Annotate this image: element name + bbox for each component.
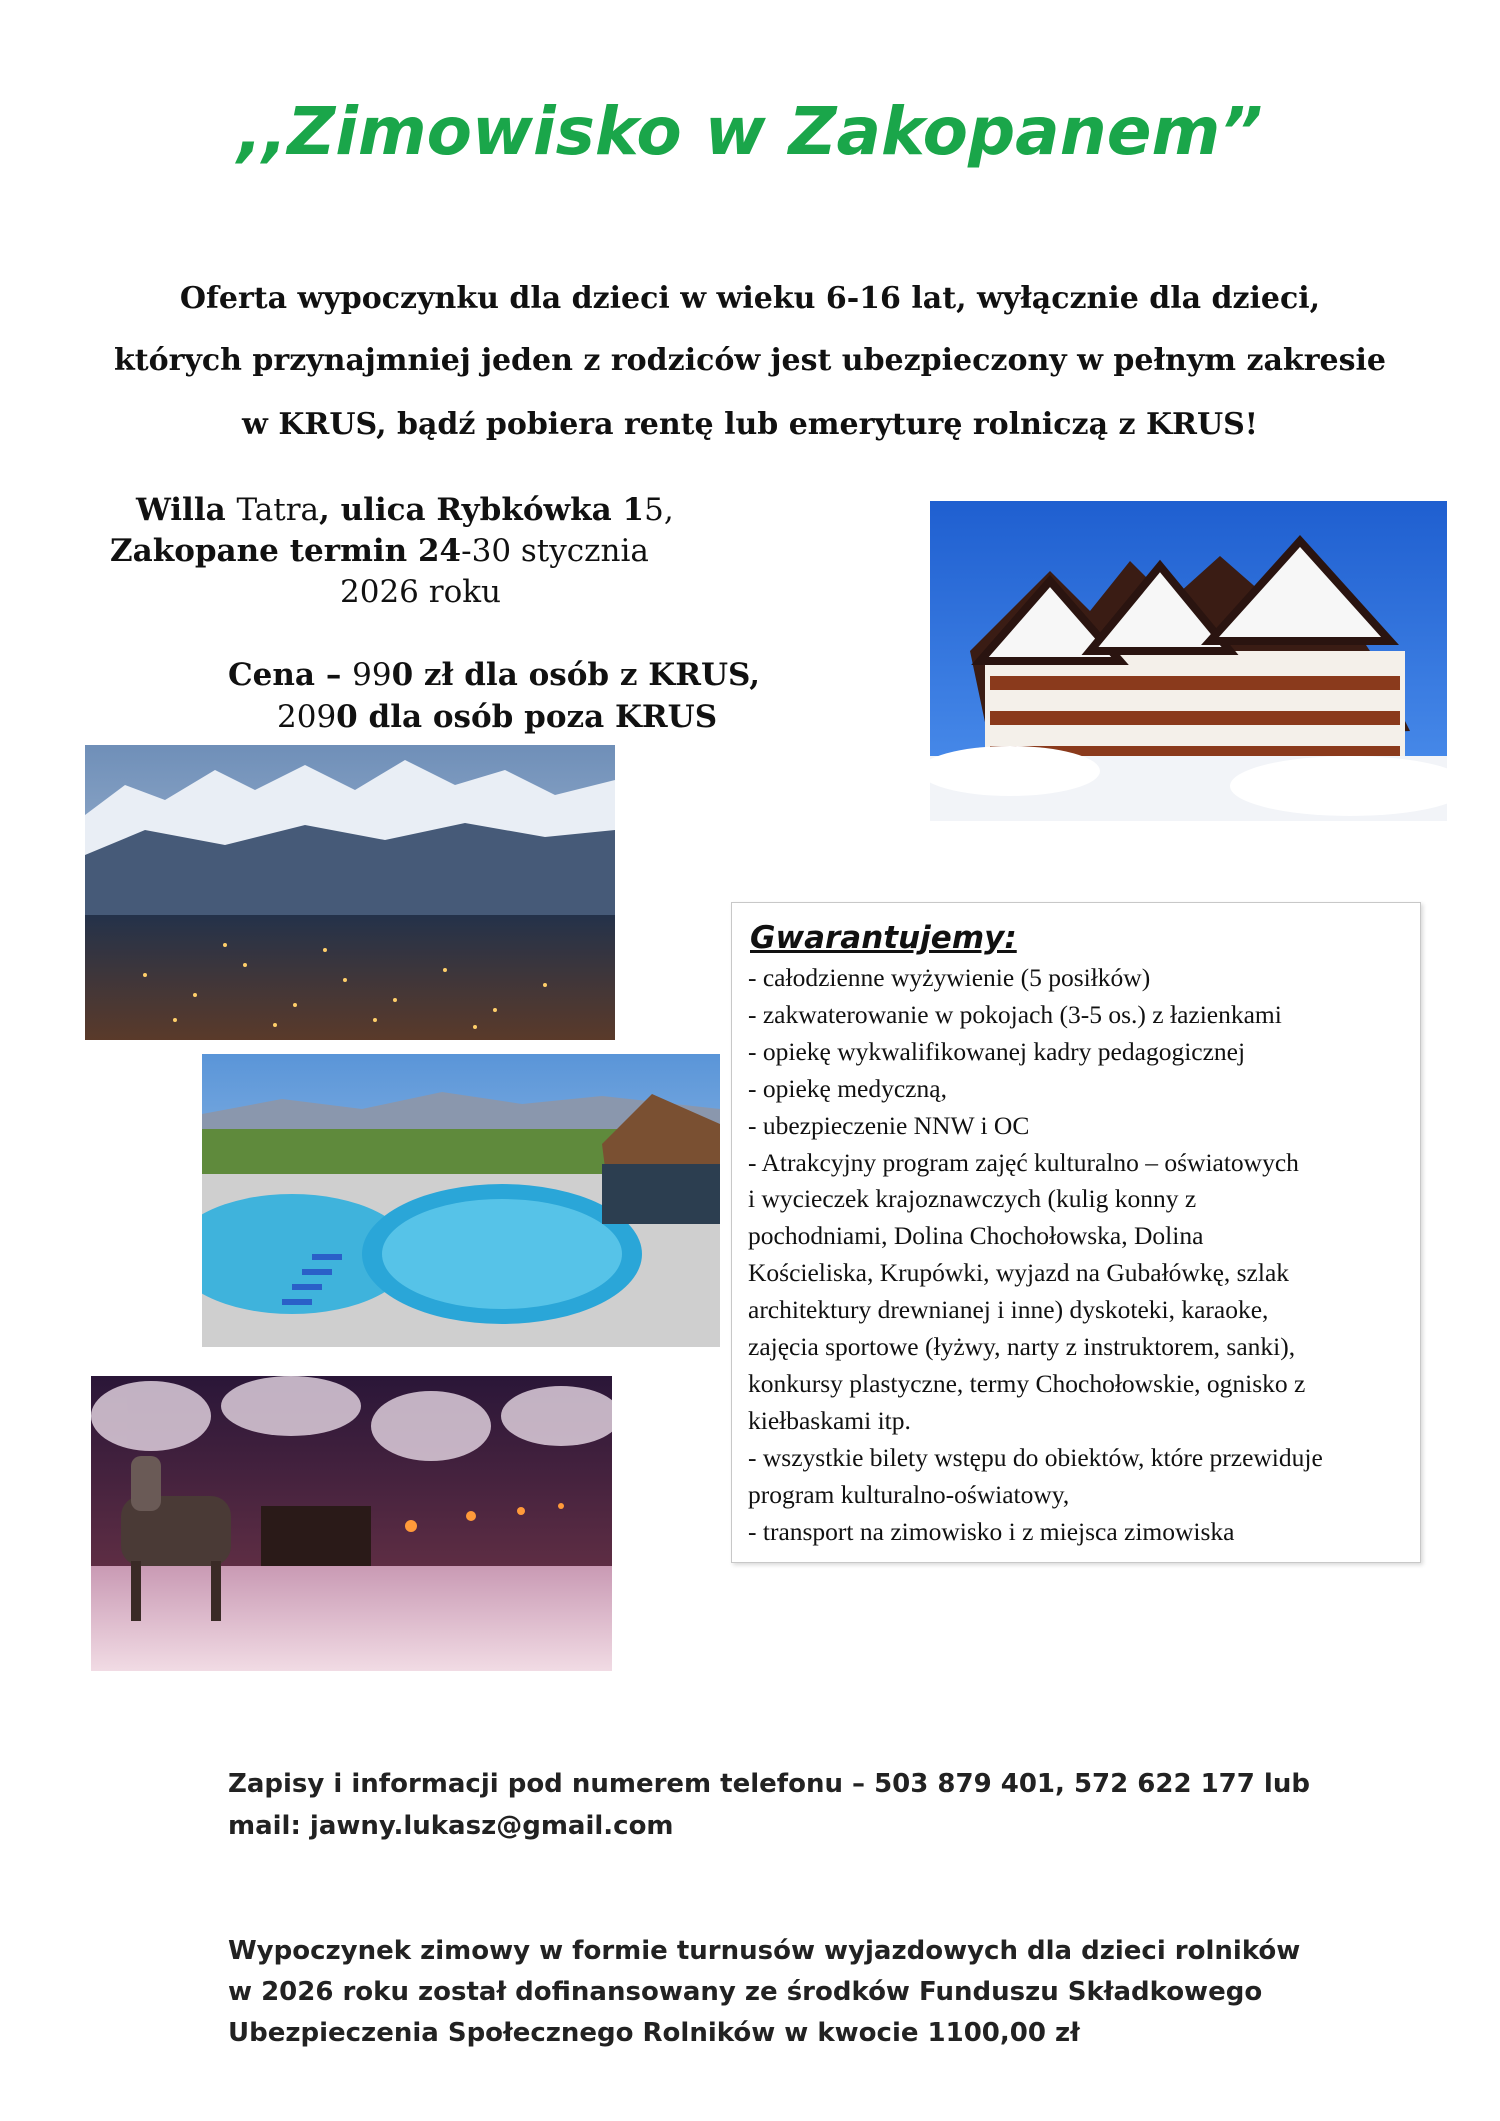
list-item: konkursy plastyczne, termy Chochołowskie, ognisko z [748, 1368, 1306, 1398]
venue-line-2: Zakopane termin 24-30 stycznia [110, 533, 649, 569]
mountains-photo [85, 745, 615, 1040]
funding-line-3: Ubezpieczenia Społecznego Rolników w kwocie 1100,00 zł [228, 2018, 1080, 2048]
guarantee-heading: Gwarantujemy: [750, 920, 1017, 956]
guarantee-list [748, 960, 1323, 1551]
price-line-1: Cena – 990 zł dla osób z KRUS, [228, 657, 761, 693]
villa-photo [930, 501, 1447, 821]
list-item: - transport na zimowisko i z miejsca zimowiska [748, 1516, 1235, 1546]
venue-line-1: Willa Tatra, ulica Rybkówka 15, [136, 492, 674, 528]
list-item: - całodzienne wyżywienie (5 posiłków) [748, 963, 1151, 992]
intro-line-1: Oferta wypoczynku dla dzieci w wieku 6-16 lat, wyłącznie dla dzieci, [179, 281, 1321, 316]
list-item: - wszystkie bilety wstępu do obiektów, które przewiduje [748, 1442, 1323, 1472]
list-item: - opiekę wykwalifikowanej kadry pedagogicznej [748, 1036, 1246, 1066]
intro-line-2: których przynajmniej jeden z rodziców jest ubezpieczony w pełnym zakresie [114, 343, 1386, 378]
funding-line-2: w 2026 roku został dofinansowany ze środków Funduszu Składkowego [228, 1977, 1263, 2007]
funding-line-1: Wypoczynek zimowy w formie turnusów wyjazdowych dla dzieci rolników [228, 1936, 1301, 1966]
thermal-pools-photo [202, 1054, 720, 1347]
list-item: - opiekę medyczną, [748, 1073, 947, 1103]
venue-line-3: 2026 roku [340, 574, 501, 610]
page-title: ,,Zimowisko w Zakopanem” [237, 93, 1263, 170]
sleigh-ride-photo [91, 1376, 612, 1671]
list-item: - zakwaterowanie w pokojach (3-5 os.) z łazienkami [748, 999, 1282, 1029]
list-item: kiełbaskami itp. [748, 1405, 911, 1435]
list-item: zajęcia sportowe (łyżwy, narty z instruktorem, sanki), [748, 1332, 1296, 1362]
list-item: pochodniami, Dolina Chochołowska, Dolina [748, 1221, 1204, 1251]
price-line-2: 2090 dla osób poza KRUS [277, 699, 718, 735]
intro-line-3: w KRUS, bądź pobiera rentę lub emeryturę rolniczą z KRUS! [242, 407, 1258, 442]
list-item: program kulturalno-oświatowy, [748, 1479, 1070, 1509]
list-item: Kościeliska, Krupówki, wyjazd na Gubałówkę, szlak [748, 1258, 1290, 1288]
list-item: architektury drewnianej i inne) dyskoteki, karaoke, [748, 1295, 1269, 1325]
contact-line-2: mail: jawny.lukasz@gmail.com [228, 1811, 674, 1841]
list-item: - Atrakcyjny program zajęć kulturalno – oświatowych [748, 1147, 1299, 1177]
list-item: - ubezpieczenie NNW i OC [748, 1110, 1030, 1140]
contact-line-1: Zapisy i informacji pod numerem telefonu – 503 879 401, 572 622 177 lub [228, 1769, 1310, 1799]
list-item: i wycieczek krajoznawczych (kulig konny z [748, 1184, 1197, 1214]
